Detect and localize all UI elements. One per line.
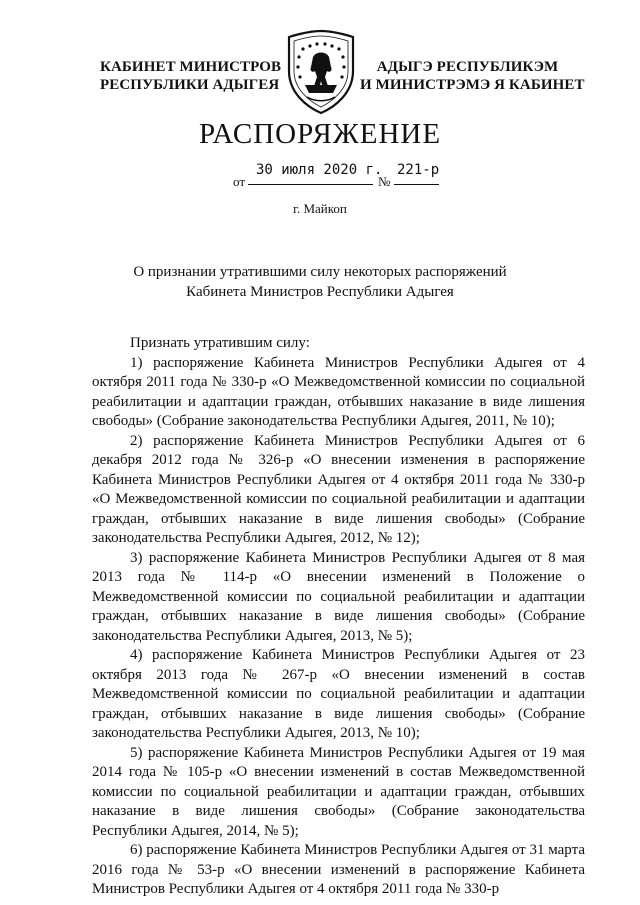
date-field [248, 160, 383, 185]
list-item: 5) распоряжение Кабинета Министров Республики Адыгея от 19 мая 2014 года № 105-р «О внесении изменений в состав Межведомственной комиссии по социальной реабилитации и адаптации граждан, отбывших наказание в виде лишения свободы» (Собрание законодательства Республики Адыгея, 2014, № 5); [92, 744, 585, 839]
document-title: РАСПОРЯЖЕНИЕ [198, 118, 442, 150]
number-value: 221-р [397, 162, 440, 178]
header-left-line: КАБИНЕТ МИНИСТРОВ [100, 59, 282, 75]
list-item: 3) распоряжение Кабинета Министров Республики Адыгея от 8 мая 2013 года № 114-р «О внесении изменений в Положение о Межведомственной комиссии по социальной реабилитации и адаптации граждан, отбывших наказание в виде лишения свободы» (Собрание законодательства Республики Адыгея, 2013, № 5); [92, 549, 585, 644]
header-right-org [360, 58, 585, 94]
number-label: № [378, 174, 391, 189]
date-value: 30 июля 2020 г. [256, 162, 383, 178]
list-item: 6) распоряжение Кабинета Министров Республики Адыгея от 31 марта 2016 года № 53-р «О внесении изменений в распоряжение Кабинета Министров Республики Адыгея от 4 октября 2011 года № 330-р [92, 842, 585, 897]
list-item: 4) распоряжение Кабинета Министров Республики Адыгея от 23 октября 2013 года № 267-р «О внесении изменений в состав Межведомственной комиссии по социальной реабилитации и адаптации граждан, отбывших наказание в виде лишения свободы» (Собрание законодательства Республики Адыгея, 2013, № 10); [92, 647, 585, 741]
coat-of-arms-emblem-icon [283, 27, 359, 115]
number-field [394, 160, 439, 185]
document-subject [0, 262, 640, 302]
header-left-line: РЕСПУБЛИКИ АДЫГЕЯ [100, 77, 280, 93]
document-body [92, 334, 585, 900]
subject-line: О признании утратившими силу некоторых распоряжений [133, 264, 507, 280]
header-right-line: И МИНИСТРЭМЭ Я КАБИНЕТ [360, 77, 585, 93]
header-right-line: АДЫГЭ РЕСПУБЛИКЭМ [376, 59, 559, 75]
date-from-label: от [233, 174, 246, 189]
header-left-org [100, 58, 282, 94]
date-number-row [233, 160, 493, 190]
list-item: 2) распоряжение Кабинета Министров Республики Адыгея от 6 декабря 2012 года № 326-р «О внесении изменения в распоряжение Кабинета Министров Республики Адыгея от 4 октября 2011 года № 330-р «О Межведомственной комиссии по социальной реабилитации и адаптации граждан, отбывших наказание в виде лишения свободы» (Собрание законодательства Республики Адыгея, 2012, № 12); [92, 432, 585, 546]
body-intro: Признать утратившим силу: [130, 335, 310, 351]
subject-line: Кабинета Министров Республики Адыгея [186, 284, 454, 300]
city-name: г. Майкоп [293, 201, 347, 216]
list-item: 1) распоряжение Кабинета Министров Республики Адыгея от 4 октября 2011 года № 330-р «О Межведомственной комиссии по социальной реабилитации и адаптации граждан, отбывших наказание в виде лишения свободы» (Собрание законодательства Республики Адыгея, 2011, № 10); [92, 354, 585, 429]
